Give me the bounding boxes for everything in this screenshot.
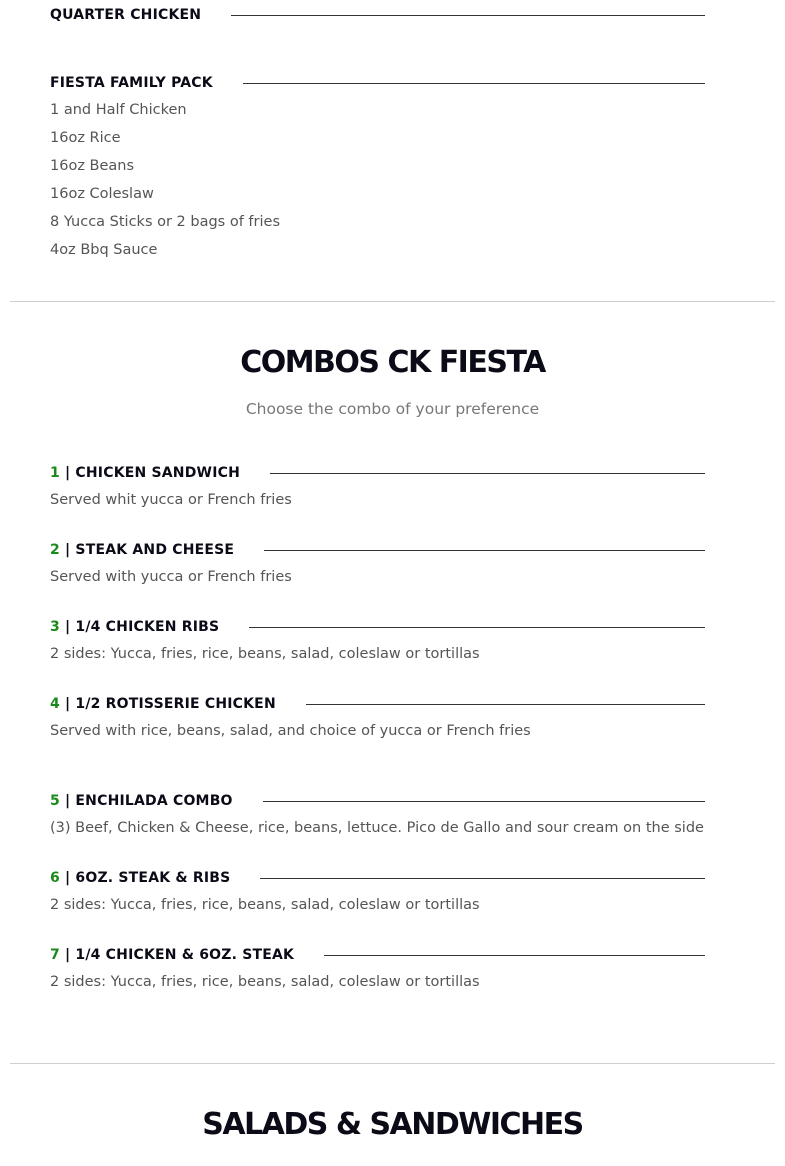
menu-item-fiesta-family-pack xyxy=(50,73,705,93)
combo-title: | 1/2 ROTISSERIE CHICKEN xyxy=(59,696,276,712)
item-rule xyxy=(260,878,705,879)
family-pack-line: 4oz Bbq Sauce xyxy=(50,242,158,258)
combo-number: 7 xyxy=(50,947,60,963)
combo-number: 3 xyxy=(50,619,60,635)
item-title xyxy=(50,947,294,963)
combo-title: | ENCHILADA COMBO xyxy=(59,793,233,809)
family-pack-line: 16oz Beans xyxy=(50,158,135,174)
combo-description: Served with rice, beans, salad, and choice of yucca or French fries xyxy=(50,723,531,739)
item-rule xyxy=(243,83,705,84)
combo-number: 4 xyxy=(50,696,60,712)
family-pack-line: 16oz Coleslaw xyxy=(50,186,154,202)
item-title xyxy=(50,870,230,886)
combo-number: 5 xyxy=(50,793,60,809)
item-title xyxy=(50,619,219,635)
family-pack-line: 16oz Rice xyxy=(50,130,121,146)
item-rule xyxy=(264,550,705,551)
family-pack-line: 1 and Half Chicken xyxy=(50,102,187,118)
combo-title: | CHICKEN SANDWICH xyxy=(59,465,240,481)
combo-description: 2 sides: Yucca, fries, rice, beans, salad, coleslaw or tortillas xyxy=(50,974,480,990)
combo-description: (3) Beef, Chicken & Cheese, rice, beans, lettuce. Pico de Gallo and sour cream on the side xyxy=(50,820,704,836)
combo-number: 6 xyxy=(50,870,60,886)
item-rule xyxy=(231,15,705,16)
combo-description: Served with yucca or French fries xyxy=(50,569,292,585)
item-rule xyxy=(306,704,705,705)
item-title xyxy=(50,696,276,712)
combo-title: | STEAK AND CHEESE xyxy=(59,542,235,558)
combo-number: 2 xyxy=(50,542,60,558)
combo-item-6 xyxy=(50,868,705,888)
family-pack-line: 8 Yucca Sticks or 2 bags of fries xyxy=(50,214,280,230)
combo-item-4 xyxy=(50,694,705,714)
section-title-combos: COMBOS CK FIESTA xyxy=(240,345,545,380)
item-rule xyxy=(324,955,705,956)
combo-item-1 xyxy=(50,463,705,483)
combo-item-5 xyxy=(50,791,705,811)
combo-description: 2 sides: Yucca, fries, rice, beans, salad, coleslaw or tortillas xyxy=(50,646,480,662)
combo-description: 2 sides: Yucca, fries, rice, beans, salad, coleslaw or tortillas xyxy=(50,897,480,913)
item-title xyxy=(50,793,233,809)
combo-title: | 1/4 CHICKEN RIBS xyxy=(59,619,220,635)
item-rule xyxy=(263,801,705,802)
item-rule xyxy=(270,473,705,474)
combo-title: | 1/4 CHICKEN & 6OZ. STEAK xyxy=(59,947,295,963)
item-title xyxy=(50,465,240,481)
section-subtitle-combos: Choose the combo of your preference xyxy=(245,400,540,418)
section-divider xyxy=(10,301,775,302)
item-title: QUARTER CHICKEN xyxy=(50,7,202,23)
combo-number: 1 xyxy=(50,465,60,481)
combo-description: Served whit yucca or French fries xyxy=(50,492,292,508)
combo-title: | 6OZ. STEAK & RIBS xyxy=(59,870,231,886)
combo-item-7 xyxy=(50,945,705,965)
combo-item-2 xyxy=(50,540,705,560)
section-title-salads: SALADS & SANDWICHES xyxy=(202,1107,583,1142)
item-rule xyxy=(249,627,705,628)
item-title xyxy=(50,542,234,558)
item-title: FIESTA FAMILY PACK xyxy=(50,75,213,91)
menu-item-quarter-chicken xyxy=(50,5,705,25)
section-divider xyxy=(10,1063,775,1064)
combo-item-3 xyxy=(50,617,705,637)
